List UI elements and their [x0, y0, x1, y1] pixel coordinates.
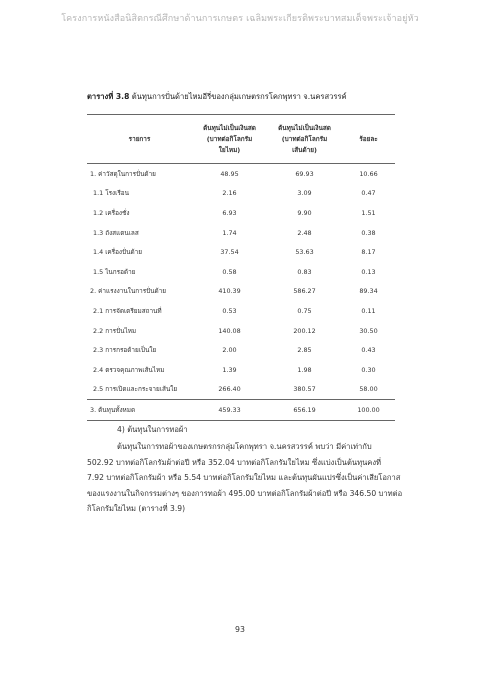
- table-row: [87, 242, 395, 262]
- cell-cost-yarn: 1.98: [297, 365, 312, 374]
- table-row: [87, 262, 395, 282]
- cell-percent: 89.34: [359, 287, 378, 296]
- column-header-percent: ร้อยละ: [342, 115, 395, 164]
- row-item: 1.3 ถังสแตนเลส: [93, 228, 139, 237]
- row-item: 2.1 การจัดเตรียมสถานที่: [93, 306, 162, 315]
- cell-cost-cocoon: 0.58: [222, 267, 237, 276]
- table-row: [87, 380, 395, 400]
- cell-percent: 0.13: [361, 267, 376, 276]
- column-header-item: รายการ: [87, 115, 192, 164]
- paragraph-line: กิโลกรัมใยไหม (ตารางที่ 3.9): [87, 504, 186, 514]
- cell-percent: 100.00: [342, 400, 395, 421]
- page-number: 93: [235, 625, 245, 634]
- cell-cost-cocoon: 459.33: [192, 400, 267, 421]
- cell-cost-yarn: 9.90: [297, 208, 312, 217]
- column-header-cost-per-kg-cocoon: [192, 115, 267, 164]
- header-line: เส้นด้าย): [292, 145, 317, 154]
- table-row: [87, 282, 395, 302]
- cell-percent: 0.30: [361, 365, 376, 374]
- row-item: 3. ต้นทุนทั้งหมด: [87, 400, 192, 421]
- cell-cost-cocoon: 2.16: [222, 189, 237, 198]
- table-row: [87, 360, 395, 380]
- table-row: [87, 321, 395, 341]
- cell-cost-cocoon: 266.40: [218, 385, 241, 394]
- cell-cost-cocoon: 6.93: [222, 208, 237, 217]
- cell-cost-yarn: 2.48: [297, 228, 312, 237]
- table-caption-label: ตารางที่ 3.8: [87, 92, 130, 101]
- cell-cost-yarn: 380.57: [293, 385, 316, 394]
- header-line: (บาทต่อกิโลกรัม: [281, 134, 328, 143]
- cell-percent: 10.66: [359, 169, 378, 178]
- cell-cost-yarn: 53.63: [295, 248, 314, 257]
- cell-cost-cocoon: 0.53: [222, 306, 237, 315]
- cost-table: [87, 114, 395, 421]
- table-row: [87, 301, 395, 321]
- table-row: [87, 223, 395, 243]
- cell-cost-yarn: 200.12: [293, 326, 316, 335]
- header-line: ต้นทุนไม่เป็นเงินสด: [278, 123, 331, 132]
- table-header-row: [87, 115, 395, 164]
- cell-cost-cocoon: 410.39: [218, 287, 241, 296]
- cell-cost-cocoon: 1.39: [222, 365, 237, 374]
- row-item: 1.1 โรงเรือน: [93, 189, 130, 198]
- row-item: 2.2 การปั่นไหม: [93, 326, 137, 335]
- row-item: 1.2 เครื่องชั่ง: [93, 208, 130, 217]
- table-caption-text: ต้นทุนการปั่นด้ายไหมอีรี่ของกลุ่มเกษตรกรโคกพุทรา จ.นครสวรรค์: [131, 92, 347, 101]
- cell-cost-yarn: 69.93: [295, 169, 314, 178]
- row-item: 1. ค่าวัสดุในการปั่นด้าย: [90, 169, 156, 178]
- cell-cost-cocoon: 140.08: [218, 326, 241, 335]
- cell-cost-yarn: 2.85: [297, 346, 312, 355]
- cell-cost-yarn: 0.83: [297, 267, 312, 276]
- table-row: [87, 184, 395, 204]
- row-item: 2.4 ตรวจคุณภาพเส้นไหม: [93, 365, 165, 374]
- row-item: 2. ค่าแรงงานในการปั่นด้าย: [90, 287, 167, 296]
- cell-cost-yarn: 656.19: [267, 400, 342, 421]
- cell-cost-cocoon: 2.00: [222, 346, 237, 355]
- cell-percent: 30.50: [359, 326, 378, 335]
- cell-percent: 0.38: [361, 228, 376, 237]
- section-subheading: 4) ต้นทุนในการทอผ้า: [117, 425, 188, 434]
- cell-cost-yarn: 586.27: [293, 287, 316, 296]
- cell-percent: 0.47: [361, 189, 376, 198]
- cell-cost-yarn: 0.75: [297, 306, 312, 315]
- table-row: [87, 203, 395, 223]
- column-header-cost-per-kg-yarn: [267, 115, 342, 164]
- body-paragraph: [87, 439, 403, 517]
- cell-percent: 8.17: [361, 248, 376, 257]
- cell-cost-cocoon: 1.74: [222, 228, 237, 237]
- cell-cost-cocoon: 48.95: [220, 169, 239, 178]
- row-item: 2.5 การเปิดและกระจายเส้นใย: [93, 385, 178, 394]
- cell-cost-cocoon: 37.54: [220, 248, 239, 257]
- table-caption: [87, 91, 347, 103]
- paragraph-line: 7.92 บาทต่อกิโลกรัมผ้า หรือ 5.54 บาทต่อกิโลกรัมใยไหม และต้นทุนผันแปรซึ่งเป็นค่าเสียโอกาส: [87, 473, 401, 483]
- header-line: ต้นทุนไม่เป็นเงินสด: [203, 123, 256, 132]
- table-row: [87, 164, 395, 184]
- header-line: ใยไหม): [218, 145, 241, 154]
- cell-percent: 1.51: [361, 208, 376, 217]
- table-total-row: [87, 400, 395, 421]
- paragraph-line: 502.92 บาทต่อกิโลกรัมผ้าต่อปี หรือ 352.04 บาทต่อกิโลกรัมใยไหม ซึ่งแบ่งเป็นต้นทุนคงที่: [87, 457, 382, 467]
- row-item: 1.4 เครื่องปั่นด้าย: [93, 248, 142, 257]
- running-header: โครงการหนังสือนิสิตกรณีศึกษาด้านการเกษตร เฉลิมพระเกียรติพระบาทสมเด็จพระเจ้าอยู่หัว: [61, 14, 419, 24]
- cell-cost-yarn: 3.09: [297, 189, 312, 198]
- paragraph-line: ของแรงงานในกิจกรรมต่างๆ ของการทอผ้า 495.00 บาทต่อกิโลกรัมผ้าต่อปี หรือ 346.50 บาทต่อ: [87, 488, 403, 498]
- cell-percent: 0.43: [361, 346, 376, 355]
- row-item: 2.3 การกรอด้ายเป็นใย: [93, 346, 157, 355]
- cell-percent: 58.00: [359, 385, 378, 394]
- header-line: (บาทต่อกิโลกรัม: [206, 134, 253, 143]
- table-row: [87, 340, 395, 360]
- cell-percent: 0.11: [361, 306, 376, 315]
- paragraph-line: ต้นทุนในการทอผ้าของเกษตรกรกลุ่มโคกพุทรา จ.นครสวรรค์ พบว่า มีค่าเท่ากับ: [117, 442, 372, 451]
- row-item: 1.5 ไนกรอด้าย: [93, 267, 136, 276]
